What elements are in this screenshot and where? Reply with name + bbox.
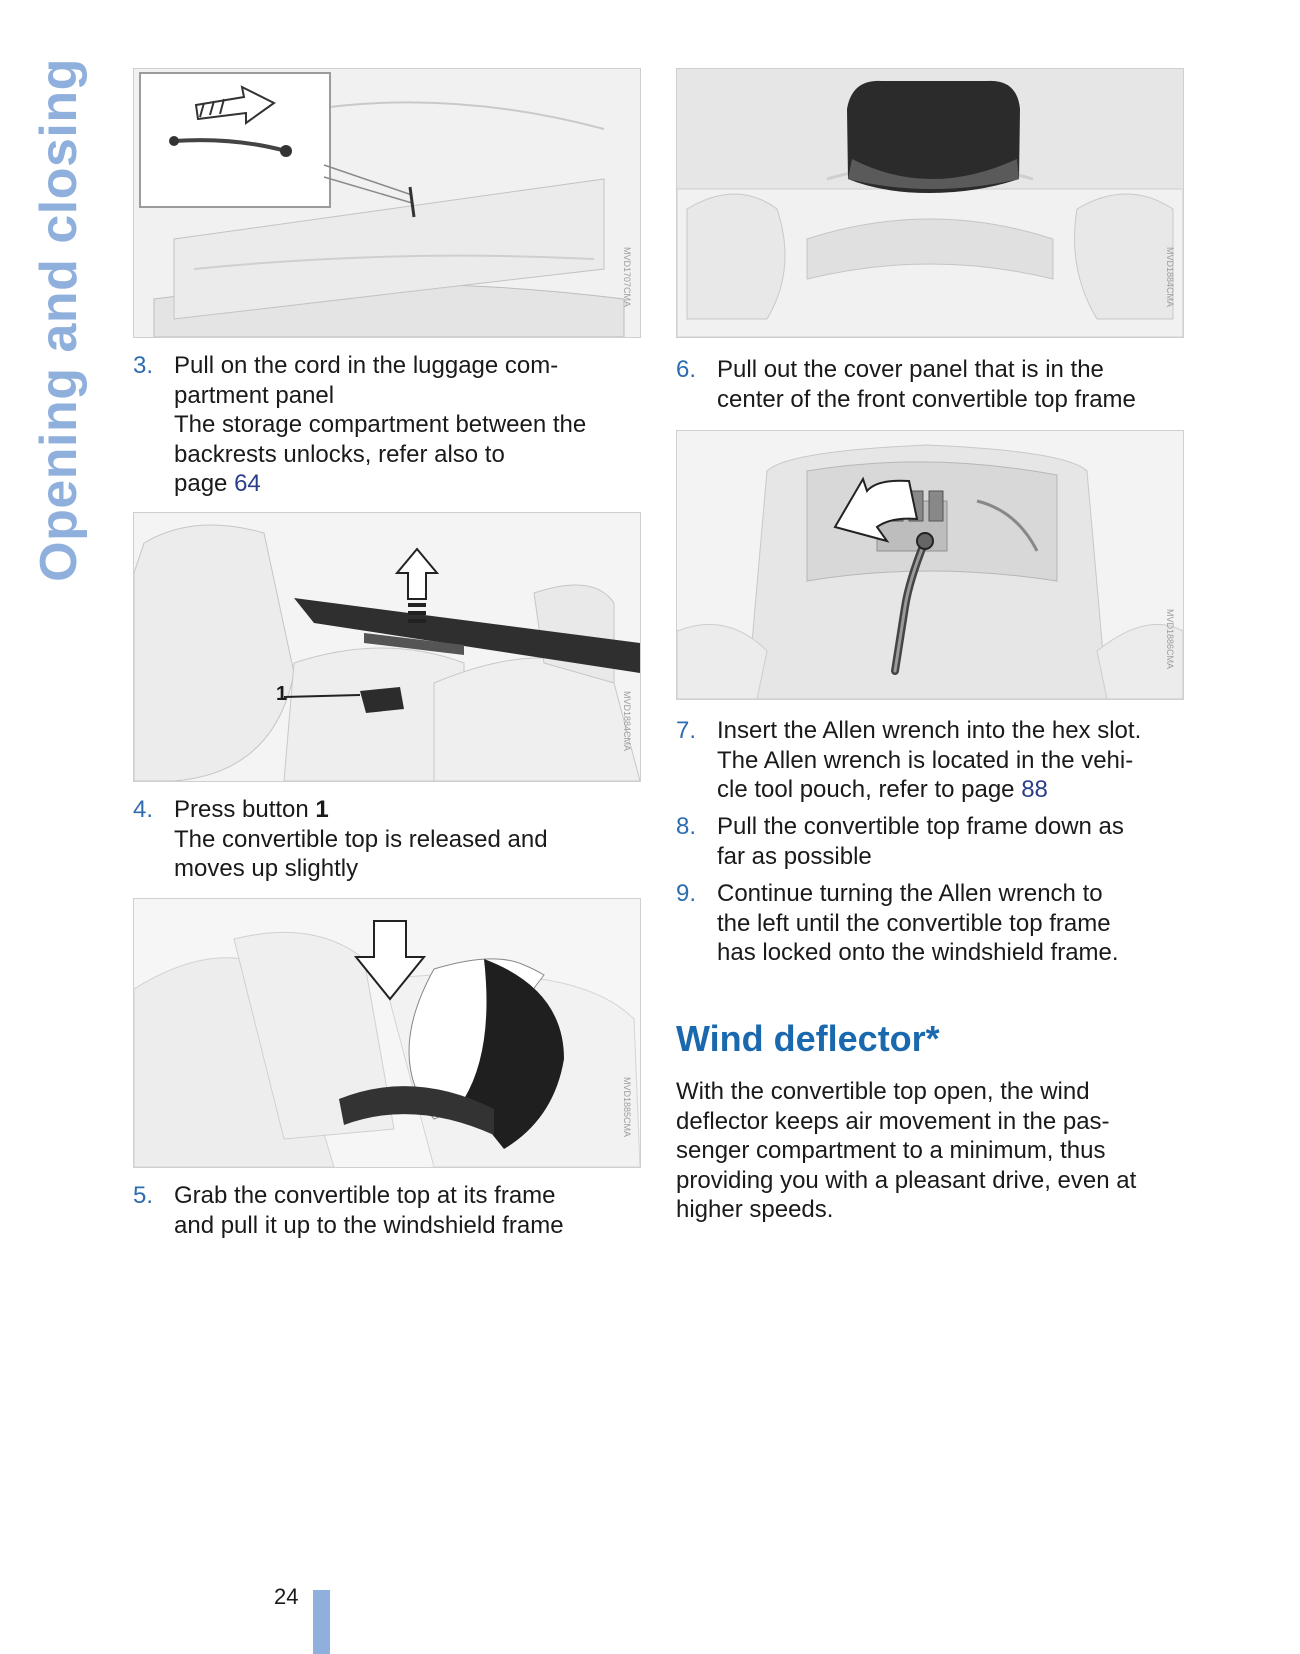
figure-pull-top (133, 898, 641, 1168)
step-text-line: The Allen wrench is located in the vehi- (717, 746, 1134, 774)
step-text-line: center of the front convertible top frame (717, 385, 1136, 413)
figure-cover-panel-illustration (677, 69, 1183, 337)
paragraph-line: senger compartment to a minimum, thus (676, 1137, 1106, 1164)
step-text-line: and pull it up to the windshield frame (174, 1211, 564, 1239)
page-number: 24 (274, 1584, 299, 1609)
callout-reference: 1 (315, 796, 329, 823)
figure-code: MVD1886CMA (1165, 609, 1175, 670)
step-text-line: The convertible top is released and (174, 825, 548, 853)
figure-cover-panel (676, 68, 1184, 338)
page-reference-link[interactable]: 88 (1021, 776, 1048, 803)
step-text-line (717, 775, 1141, 805)
step-text-line: has locked onto the windshield frame. (717, 939, 1119, 966)
step-text-line: backrests unlocks, refer also to (174, 440, 505, 468)
step-number: 9. (676, 880, 697, 907)
figure-allen-wrench-illustration (677, 431, 1183, 699)
step-text-line: far as possible (717, 842, 872, 870)
step-number: 6. (676, 356, 697, 383)
step-text-line (174, 795, 548, 825)
step-text-line: Grab the convertible top at its frame (174, 1182, 556, 1209)
figure-code: MVD1707CMA (622, 247, 632, 308)
step-number: 5. (133, 1182, 154, 1209)
paragraph-line: higher speeds. (676, 1196, 834, 1223)
figure-code: MVD1884CMA (622, 691, 632, 752)
step-5 (133, 1181, 564, 1240)
step-text-line: Pull on the cord in the luggage com- (174, 352, 559, 379)
step-text-line: Continue turning the Allen wrench to (717, 880, 1103, 907)
paragraph-line: providing you with a pleasant drive, even at (676, 1166, 1137, 1194)
step-text-line: moves up slightly (174, 855, 359, 882)
figure-code: MVD1884CMA (1165, 247, 1175, 308)
figure-luggage-cord (133, 68, 641, 338)
page-prefix: page (174, 470, 235, 497)
step-text-line: Pull out the cover panel that is in the (717, 356, 1104, 383)
step-text-line: the left until the convertible top frame (717, 909, 1111, 937)
step-text-line: Insert the Allen wrench into the hex slot. (717, 717, 1142, 744)
step-number: 3. (133, 352, 154, 379)
step-7 (676, 716, 1141, 805)
step-number: 7. (676, 717, 697, 744)
step-9 (676, 879, 1119, 968)
figure-callout-1: 1 (276, 683, 288, 705)
section-heading: Wind deflector* (676, 1018, 940, 1059)
step-number: 4. (133, 796, 154, 823)
step-text-line (174, 469, 586, 499)
page-marker-bar (313, 1590, 330, 1654)
step-text: cle tool pouch, refer to page (717, 776, 1022, 803)
step-number: 8. (676, 813, 697, 840)
paragraph-line: With the convertible top open, the wind (676, 1078, 1090, 1105)
figure-allen-wrench (676, 430, 1184, 700)
section-paragraph (676, 1077, 1136, 1225)
step-text-line: The storage compartment between the (174, 411, 587, 438)
paragraph-line: deflector keeps air movement in the pas- (676, 1107, 1110, 1135)
figure-code: MVD1885CMA (622, 1077, 632, 1138)
side-section-title-text: Opening and closing (30, 58, 88, 582)
side-section-title (14, 40, 104, 600)
figure-backrest-button-illustration (134, 513, 640, 781)
step-4 (133, 795, 548, 884)
step-text-line: Pull the convertible top frame down as (717, 813, 1124, 840)
figure-pull-top-illustration (134, 899, 640, 1167)
figure-luggage-cord-illustration (134, 69, 640, 337)
step-6 (676, 355, 1136, 414)
step-text-line: partment panel (174, 381, 335, 409)
step-8 (676, 812, 1124, 871)
step-3 (133, 351, 586, 499)
figure-backrest-button (133, 512, 641, 782)
step-text: Press button (174, 796, 316, 823)
page-reference-link[interactable]: 64 (234, 470, 261, 497)
